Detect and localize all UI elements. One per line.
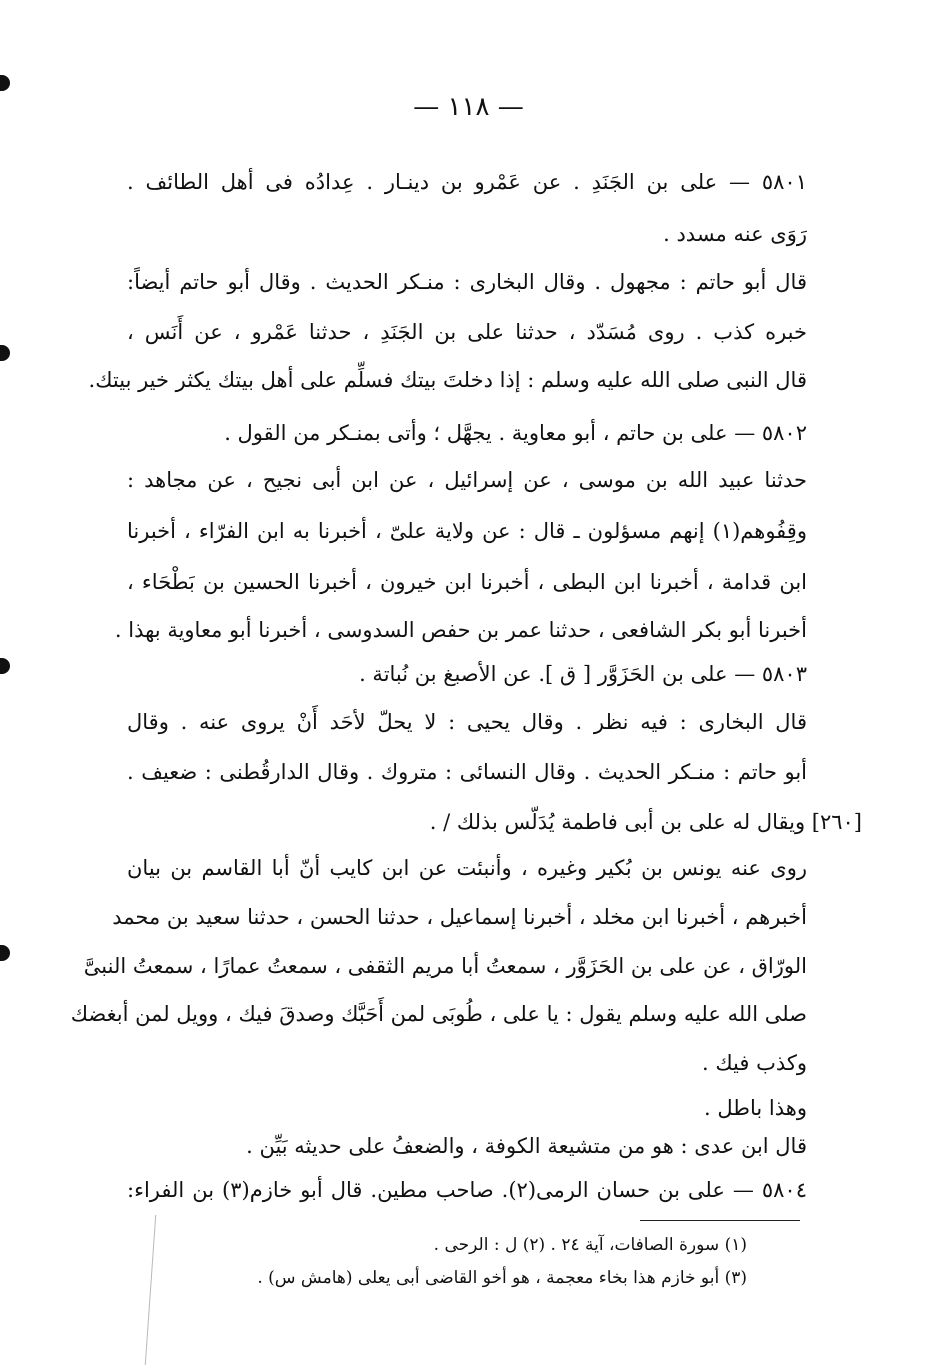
entry-5801-line-1: ٥٨٠١ — على بن الجَنَدِ . عن عَمْرو بن دينـار . عِدادُه فى أهل الطائف . (127, 170, 807, 194)
binding-hole-mark (0, 658, 10, 674)
text-line: ابن قدامة ، أخبرنا ابن البطى ، أخبرنا ابن خيرون ، أخبرنا الحسين بن بَطْحَاء ، (127, 570, 807, 594)
text-line: قال أبو حاتم : مجهول . وقال البخارى : منـكر الحديث . وقال أبو حاتم أيضاً: (127, 270, 807, 294)
text-line: قال البخارى : فيه نظر . وقال يحيى : لا يحلّ لأحَد أَنْ يروى عنه . وقال (127, 710, 807, 734)
binding-hole-mark (0, 945, 10, 961)
text-line: أبو حاتم : منـكر الحديث . وقال النسائى : متروك . وقال الدارقُطنى : ضعيف . (127, 760, 807, 784)
text-line: روى عنه يونس بن بُكير وغيره ، وأنبئت عن ابن كايب أنّ أبا القاسم بن بيان (127, 856, 807, 880)
footnote-line-1: (١) سورة الصافات، آية ٢٤ . (٢) ل : الرحى . (433, 1235, 747, 1255)
text-line: قال ابن عدى : هو من متشيعة الكوفة ، والضعفُ على حديثه بَيِّن . (246, 1134, 807, 1158)
text-line: أخبرنا أبو بكر الشافعى ، حدثنا عمر بن حفص السدوسى ، أخبرنا أبو معاوية بهذا . (114, 618, 807, 642)
footnote-line-2: (٣) أبو خازم هذا بخاء معجمة ، هو أخو القاضى أبى يعلى (هامش س) . (257, 1268, 747, 1288)
entry-5803-heading: ٥٨٠٣ — على بن الحَزَوَّر [ ق ]. عن الأصبغ بن نُباتة . (359, 662, 807, 686)
text-line: قال النبى صلى الله عليه وسلم : إذا دخلتَ بيتك فسلِّم على أهل بيتك يكثر خير بيتك. (88, 368, 807, 392)
text-line-with-marginal-ref: [٢٦٠] ويقال له على بن أبى فاطمة يُدَلّس بذلك / . (429, 810, 862, 834)
entry-5804-heading: ٥٨٠٤ — على بن حسان الرمى(٢). صاحب مطين. قال أبو خازم(٣) بن الفراء: (127, 1178, 807, 1202)
binding-hole-mark (0, 345, 10, 361)
entry-5802-heading: ٥٨٠٢ — على بن حاتم ، أبو معاوية . يجهَّل ؛ وأتى بمنـكر من القول . (224, 421, 807, 445)
binding-hole-mark (0, 75, 10, 91)
text-line: خبره كذب . روى مُسَدّد ، حدثنا على بن الجَنَدِ ، حدثنا عَمْرو ، عن أَنَس ، (127, 320, 807, 344)
text-line: حدثنا عبيد الله بن موسى ، عن إسرائيل ، عن ابن أبى نجيح ، عن مجاهد : (127, 468, 807, 492)
text-line: صلى الله عليه وسلم يقول : يا على ، طُوبَى لمن أَحَبَّك وصدقَ فيك ، وويل لمن أبغضك (70, 1002, 807, 1026)
text-line: وهذا باطل . (704, 1096, 807, 1120)
text-line: أخبرهم ، أخبرنا ابن مخلد ، أخبرنا إسماعيل ، حدثنا الحسن ، حدثنا سعيد بن محمد (112, 905, 807, 929)
text-line: وكذب فيك . (701, 1051, 807, 1075)
text-line: الورّاق ، عن على بن الحَزَوَّر ، سمعتُ أبا مريم الثقفى ، سمعتُ عمارًا ، سمعتُ النبىَّ (83, 954, 807, 978)
text-line: وقِفُوهم(١) إنهم مسؤلون ـ قال : عن ولاية علىّ ، أخبرنا به ابن الفرّاء ، أخبرنا (127, 519, 807, 543)
entry-5801-line-2: رَوَى عنه مسدد . (663, 222, 807, 246)
page-number: — ١١٨ — (413, 92, 524, 122)
footnote-separator (640, 1220, 800, 1221)
